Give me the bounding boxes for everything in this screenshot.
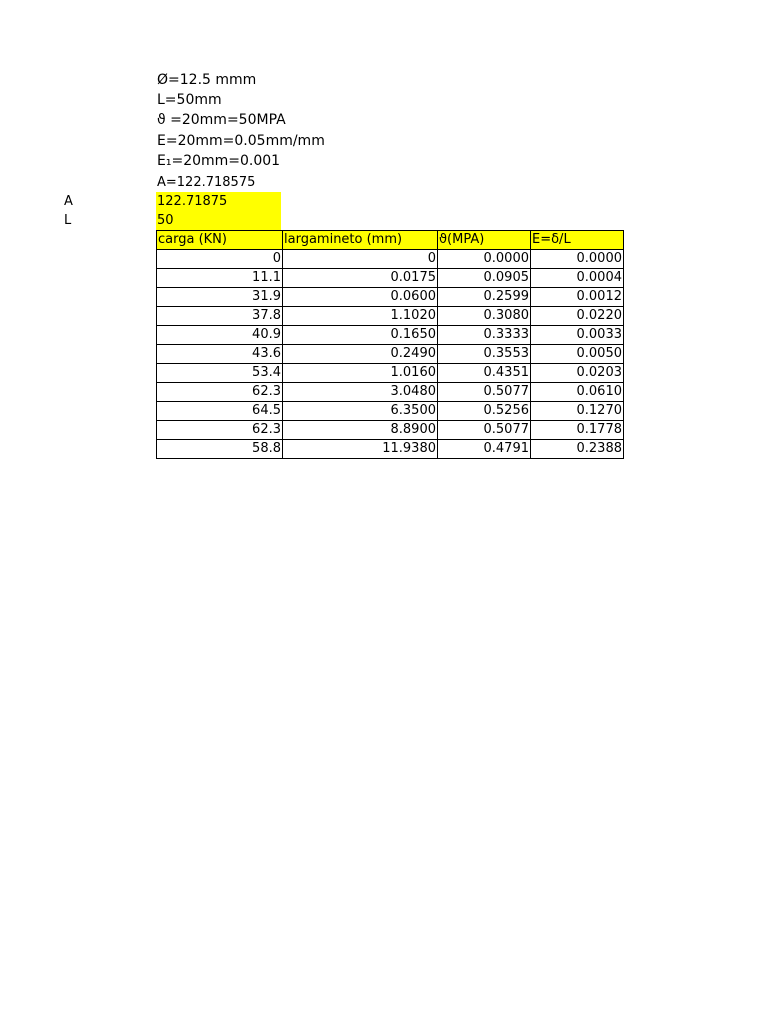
strain-cell[interactable]: 0.1270 (531, 402, 624, 421)
table-header-row (157, 231, 624, 250)
alargamiento-cell[interactable]: 0.1650 (283, 326, 438, 345)
carga-cell[interactable]: 58.8 (157, 440, 283, 459)
strain-cell[interactable]: 0.0033 (531, 326, 624, 345)
note-area: A=122.718575 (157, 175, 256, 190)
alargamiento-cell[interactable]: 1.0160 (283, 364, 438, 383)
carga-cell[interactable]: 11.1 (157, 269, 283, 288)
note-strain-1: E₁=20mm=0.001 (157, 153, 281, 169)
stress-cell[interactable]: 0.3553 (438, 345, 531, 364)
table-row (157, 383, 624, 402)
table-row (157, 288, 624, 307)
alargamiento-cell[interactable]: 6.3500 (283, 402, 438, 421)
label-l: L (64, 213, 72, 228)
carga-cell[interactable]: 0 (157, 250, 283, 269)
table-body (157, 250, 624, 459)
alargamiento-cell[interactable]: 1.1020 (283, 307, 438, 326)
header-alargamiento[interactable]: largamineto (mm) (283, 231, 438, 250)
carga-cell[interactable]: 37.8 (157, 307, 283, 326)
carga-cell[interactable]: 62.3 (157, 383, 283, 402)
stress-cell[interactable]: 0.3333 (438, 326, 531, 345)
carga-cell[interactable]: 62.3 (157, 421, 283, 440)
strain-cell[interactable]: 0.0203 (531, 364, 624, 383)
stress-cell[interactable]: 0.5256 (438, 402, 531, 421)
strain-cell[interactable]: 0.0004 (531, 269, 624, 288)
carga-cell[interactable]: 40.9 (157, 326, 283, 345)
alargamiento-cell[interactable]: 0.0600 (283, 288, 438, 307)
stress-cell[interactable]: 0.5077 (438, 383, 531, 402)
value-a-cell[interactable]: 122.71875 (156, 192, 281, 211)
table-row (157, 402, 624, 421)
note-stress: ϑ =20mm=50MPA (157, 112, 286, 128)
carga-cell[interactable]: 53.4 (157, 364, 283, 383)
alargamiento-cell[interactable]: 8.8900 (283, 421, 438, 440)
header-strain[interactable]: E=δ/L (531, 231, 624, 250)
carga-cell[interactable]: 43.6 (157, 345, 283, 364)
strain-cell[interactable]: 0.0610 (531, 383, 624, 402)
note-diameter: Ø=12.5 mmm (157, 72, 257, 88)
note-strain: E=20mm=0.05mm/mm (157, 133, 325, 149)
stress-cell[interactable]: 0.3080 (438, 307, 531, 326)
stress-cell[interactable]: 0.0905 (438, 269, 531, 288)
header-stress[interactable]: ϑ(MPA) (438, 231, 531, 250)
stress-cell[interactable]: 0.0000 (438, 250, 531, 269)
data-table (156, 230, 624, 459)
stress-cell[interactable]: 0.4791 (438, 440, 531, 459)
table-row (157, 326, 624, 345)
alargamiento-cell[interactable]: 0.0175 (283, 269, 438, 288)
alargamiento-cell[interactable]: 3.0480 (283, 383, 438, 402)
alargamiento-cell[interactable]: 0 (283, 250, 438, 269)
alargamiento-cell[interactable]: 0.2490 (283, 345, 438, 364)
alargamiento-cell[interactable]: 11.9380 (283, 440, 438, 459)
strain-cell[interactable]: 0.2388 (531, 440, 624, 459)
table-row (157, 269, 624, 288)
label-a: A (64, 194, 73, 209)
table-row (157, 421, 624, 440)
table-row (157, 250, 624, 269)
stress-cell[interactable]: 0.2599 (438, 288, 531, 307)
strain-cell[interactable]: 0.0050 (531, 345, 624, 364)
value-l-cell[interactable]: 50 (156, 211, 281, 230)
strain-cell[interactable]: 0.1778 (531, 421, 624, 440)
table-row (157, 440, 624, 459)
strain-cell[interactable]: 0.0000 (531, 250, 624, 269)
stress-cell[interactable]: 0.4351 (438, 364, 531, 383)
stress-cell[interactable]: 0.5077 (438, 421, 531, 440)
carga-cell[interactable]: 64.5 (157, 402, 283, 421)
header-carga[interactable]: carga (KN) (157, 231, 283, 250)
strain-cell[interactable]: 0.0220 (531, 307, 624, 326)
table-row (157, 345, 624, 364)
carga-cell[interactable]: 31.9 (157, 288, 283, 307)
note-length: L=50mm (157, 92, 222, 108)
table-row (157, 364, 624, 383)
table-row (157, 307, 624, 326)
strain-cell[interactable]: 0.0012 (531, 288, 624, 307)
